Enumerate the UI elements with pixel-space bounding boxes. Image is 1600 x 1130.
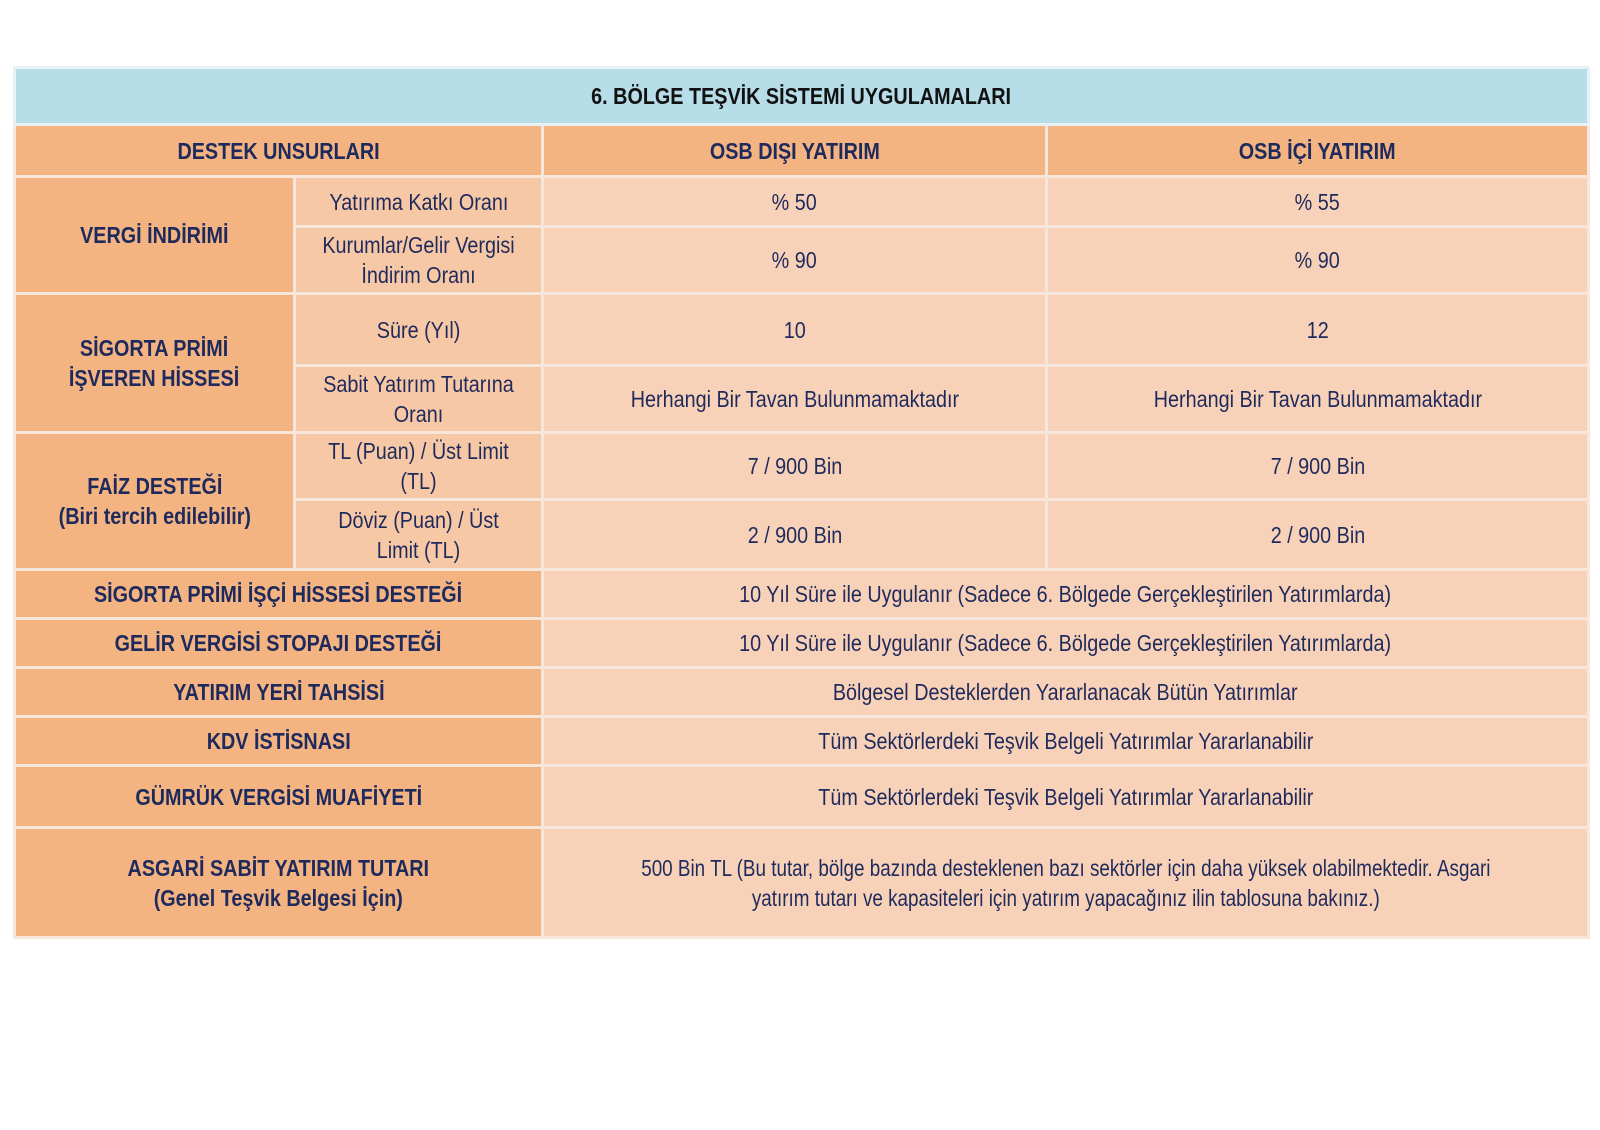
- sub-label: Süre (Yıl): [295, 294, 543, 366]
- value-cell-osb-disi: 7 / 900 Bin: [543, 433, 1047, 500]
- table-row: [15, 433, 1589, 500]
- sub-label: TL (Puan) / Üst Limit (TL): [295, 433, 543, 500]
- sub-label: Sabit Yatırım Tutarına Oranı: [295, 366, 543, 433]
- row-value: Bölgesel Desteklerden Yararlanacak Bütün Yatırımlar: [543, 668, 1589, 717]
- title-row: [15, 68, 1589, 125]
- table-row: [15, 570, 1589, 619]
- value-cell-osb-ici: % 90: [1047, 227, 1589, 294]
- table-row: [15, 828, 1589, 938]
- value-cell-osb-ici: Herhangi Bir Tavan Bulunmamaktadır: [1047, 366, 1589, 433]
- value-cell-osb-disi: 2 / 900 Bin: [543, 500, 1047, 570]
- row-label: GELİR VERGİSİ STOPAJI DESTEĞİ: [15, 619, 543, 668]
- header-destek-unsurlari: DESTEK UNSURLARI: [15, 125, 543, 177]
- header-row: [15, 125, 1589, 177]
- value-cell-osb-disi: Herhangi Bir Tavan Bulunmamaktadır: [543, 366, 1047, 433]
- sub-label: Döviz (Puan) / Üst Limit (TL): [295, 500, 543, 570]
- value-cell-osb-ici: 7 / 900 Bin: [1047, 433, 1589, 500]
- row-value: 10 Yıl Süre ile Uygulanır (Sadece 6. Bölgede Gerçekleştirilen Yatırımlarda): [543, 570, 1589, 619]
- value-cell-osb-ici: 2 / 900 Bin: [1047, 500, 1589, 570]
- vergi-indirimi-label: VERGİ İNDİRİMİ: [15, 177, 295, 294]
- row-label: YATIRIM YERİ TAHSİSİ: [15, 668, 543, 717]
- asgari-sabit-yatirim-label: ASGARİ SABİT YATIRIM TUTARI (Genel Teşvik Belgesi İçin): [15, 828, 543, 938]
- table-row: [15, 717, 1589, 766]
- table-row: [15, 177, 1589, 227]
- sub-label: Kurumlar/Gelir Vergisi İndirim Oranı: [295, 227, 543, 294]
- row-value: 10 Yıl Süre ile Uygulanır (Sadece 6. Bölgede Gerçekleştirilen Yatırımlarda): [543, 619, 1589, 668]
- header-osb-ici: OSB İÇİ YATIRIM: [1047, 125, 1589, 177]
- value-cell-osb-disi: 10: [543, 294, 1047, 366]
- table-row: [15, 619, 1589, 668]
- row-label: GÜMRÜK VERGİSİ MUAFİYETİ: [15, 766, 543, 828]
- incentive-table-container: [13, 66, 1587, 939]
- incentive-table: [13, 66, 1590, 939]
- table-title: 6. BÖLGE TEŞVİK SİSTEMİ UYGULAMALARI: [15, 68, 1589, 125]
- row-label: KDV İSTİSNASI: [15, 717, 543, 766]
- value-cell-osb-ici: % 55: [1047, 177, 1589, 227]
- asgari-sabit-yatirim-value: 500 Bin TL (Bu tutar, bölge bazında desteklenen bazı sektörler için daha yüksek olabilmektedir. Asgari yatırım tutarı ve kapasiteleri için yatırım yapacağınız ilin tablosuna bakınız.): [543, 828, 1589, 938]
- sub-label: Yatırıma Katkı Oranı: [295, 177, 543, 227]
- value-cell-osb-disi: % 50: [543, 177, 1047, 227]
- sigorta-primi-isveren-label: SİGORTA PRİMİ İŞVEREN HİSSESİ: [15, 294, 295, 433]
- row-label: SİGORTA PRİMİ İŞÇİ HİSSESİ DESTEĞİ: [15, 570, 543, 619]
- table-row: [15, 294, 1589, 366]
- table-row: [15, 766, 1589, 828]
- value-cell-osb-disi: % 90: [543, 227, 1047, 294]
- row-value: Tüm Sektörlerdeki Teşvik Belgeli Yatırımlar Yararlanabilir: [543, 766, 1589, 828]
- value-cell-osb-ici: 12: [1047, 294, 1589, 366]
- header-osb-disi: OSB DIŞI YATIRIM: [543, 125, 1047, 177]
- row-value: Tüm Sektörlerdeki Teşvik Belgeli Yatırımlar Yararlanabilir: [543, 717, 1589, 766]
- table-row: [15, 668, 1589, 717]
- faiz-destegi-label: FAİZ DESTEĞİ (Biri tercih edilebilir): [15, 433, 295, 570]
